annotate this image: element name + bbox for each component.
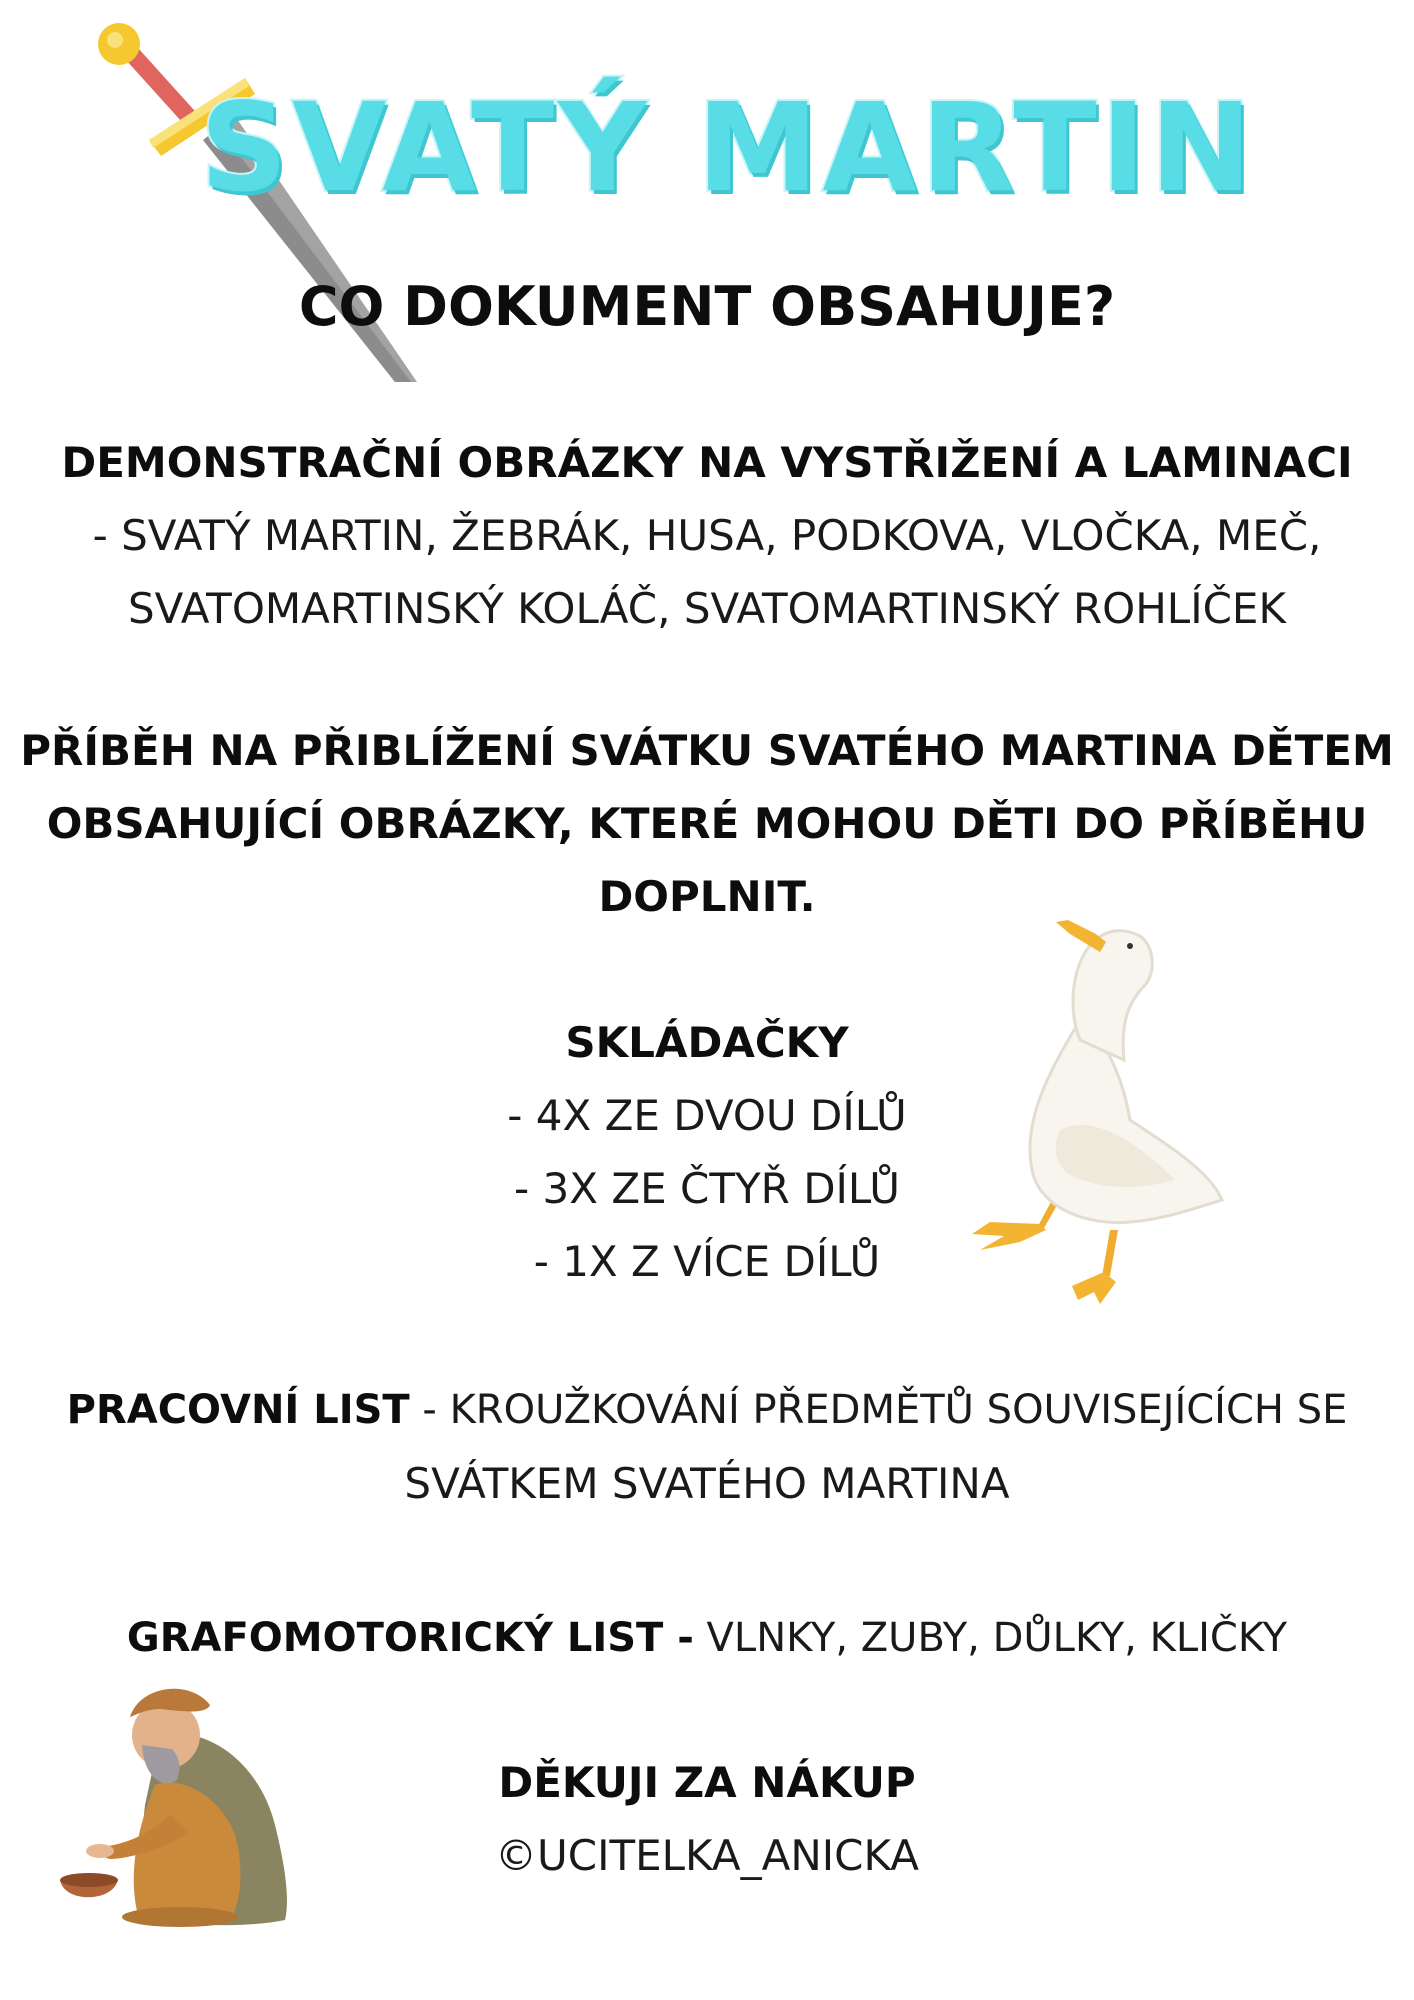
- story-line-1: PŘÍBĚH NA PŘIBLÍŽENÍ SVÁTKU SVATÉHO MARTINA DĚTEM: [20, 726, 1394, 775]
- worksheet-line-1: [0, 1372, 1414, 1447]
- demonstration-line-2: SVATOMARTINSKÝ KOLÁČ, SVATOMARTINSKÝ ROHLÍČEK: [127, 584, 1286, 633]
- puzzles-heading: SKLÁDAČKY: [565, 1018, 849, 1067]
- author-handle: ©UCITELKA_ANICKA: [495, 1831, 919, 1880]
- puzzles-item-1: - 4X ZE DVOU DÍLŮ: [507, 1091, 907, 1140]
- document-subtitle: CO DOKUMENT OBSAHUJE?: [298, 275, 1116, 338]
- puzzles-item-2: - 3X ZE ČTYŘ DÍLŮ: [514, 1164, 900, 1213]
- worksheet-text-2: SVÁTKEM SVATÉHO MARTINA: [404, 1459, 1010, 1508]
- worksheet-label: PRACOVNÍ LIST: [66, 1387, 410, 1433]
- story-line-2: OBSAHUJÍCÍ OBRÁZKY, KTERÉ MOHOU DĚTI DO PŘÍBĚHU: [46, 799, 1368, 848]
- document-title: SVATÝ MARTIN: [200, 77, 1256, 219]
- grafomotor-text: VLNKY, ZUBY, DŮLKY, KLIČKY: [693, 1615, 1288, 1661]
- thanks-heading: DĚKUJI ZA NÁKUP: [498, 1758, 916, 1807]
- story-line-3: DOPLNIT.: [598, 872, 816, 921]
- goose-illustration: [960, 900, 1250, 1320]
- grafomotor-line: [0, 1600, 1414, 1675]
- section-grafomotor: [0, 1600, 1414, 1675]
- grafomotor-label: GRAFOMOTORICKÝ LIST -: [126, 1615, 694, 1661]
- section-worksheet: [0, 1372, 1414, 1520]
- section-demonstration: [0, 426, 1414, 645]
- demonstration-line-1: - SVATÝ MARTIN, ŽEBRÁK, HUSA, PODKOVA, VLOČKA, MEČ,: [92, 511, 1322, 560]
- worksheet-text-1: - KROUŽKOVÁNÍ PŘEDMĚTŮ SOUVISEJÍCÍCH SE: [409, 1387, 1348, 1433]
- beggar-illustration: [60, 1665, 320, 1930]
- puzzles-item-3: - 1X Z VÍCE DÍLŮ: [533, 1237, 881, 1286]
- demonstration-heading: DEMONSTRAČNÍ OBRÁZKY NA VYSTŘIŽENÍ A LAMINACI: [61, 438, 1353, 487]
